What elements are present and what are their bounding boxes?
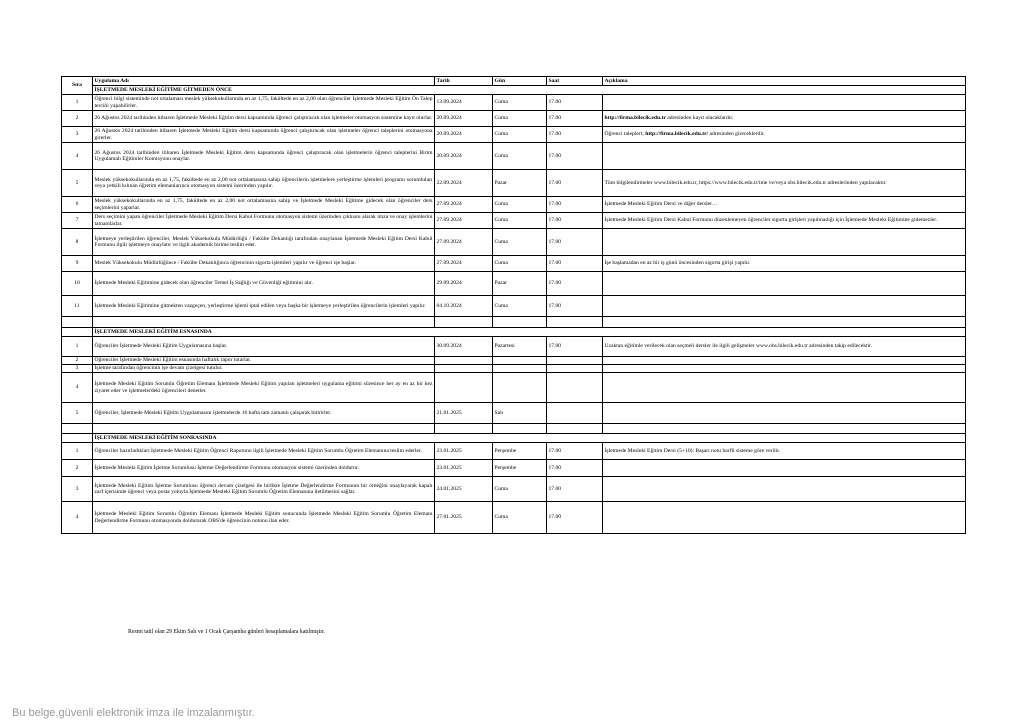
row-application: Meslek yüksekokullarında en az 1,75, fakültede en az 2,00 not ortalamasına sahip öğrencilerin işletmelere yerleştirme işlemleri programı sorumluları veya yetkili kılınan öğretim elemanlarınca otomasyon sistemi üzerinden yapılır.: [93, 170, 435, 197]
row-day: Cuma: [493, 296, 547, 317]
row-note: [603, 111, 966, 127]
row-number: 4: [62, 373, 93, 403]
row-application: İşletmede Mesleki Eğitim Sorumlu Öğretim Elemanı İşletmede Mesleki Eğitim sonucunda İşletmede Mesleki Eğitim Sorumlu Öğretim Elemanı Değerlendirme Formunu otomasyonda doldurarak OBS'de öğrencinin notunu ilan eder.: [93, 502, 435, 534]
row-date: 21.01.2025: [435, 403, 493, 424]
row-time: [547, 403, 603, 424]
table-row: [62, 365, 966, 373]
row-application: İşletmede Mesleki Eğitim İşletme Sorumlusu öğrenci devam çizelgesi ile birlikte İşletme Değerlendirme Formunun bir örneğini onaylayarak kapalı zarf içerisinde öğrenci veya posta yoluyla İşletmede Mesleki Eğitim Sorumlu Öğretim Elemanına iletilmesini sağlar.: [93, 477, 435, 502]
row-day: Cuma: [493, 127, 547, 143]
row-day: Salı: [493, 403, 547, 424]
table-row: [62, 357, 966, 365]
row-application: 26 Ağustos 2024 tarihinden itibaren İşletmede Mesleki Eğitim dersi kapsamında öğrenci çalıştıracak olan işletmeler öğrenci taleplerini otomasyona girerler.: [94, 128, 433, 141]
row-application: Ders seçimini yapan öğrenciler İşletmede Mesleki Eğitim Dersi Kabul Formunu otomasyon sistemi üzerinden çıktısını alarak imza ve onay işlemlerini tamamlarlar.: [94, 214, 433, 227]
row-date: 27.09.2024: [435, 197, 493, 213]
spacer-cell: [493, 317, 547, 328]
row-number: 8: [62, 229, 93, 256]
e-signature-notice: Bu belge,güvenli elektronik imza ile imzalanmıştır.: [12, 707, 255, 719]
row-number: 3: [62, 477, 93, 502]
row-day: Perşembe: [493, 460, 547, 477]
row-date: 20.09.2024: [435, 143, 493, 170]
row-time: 17.00: [547, 111, 603, 127]
row-application: Öğrenciler İşletmede Mesleki Eğitim Uygulamasına başlar.: [93, 337, 435, 357]
row-application: İşletmede Mesleki Eğitimine gidecek olan öğrenciler Temel İş Sağlığı ve Güvenliği eğitimini alır.: [93, 272, 435, 296]
row-application: Öğrenciler hazırladıkları İşletmede Mesleki Eğitim Öğrenci Raporunu ilgili İşletmede Mesleki Eğitim Sorumlu Öğretim Elemanına teslim ederler.: [93, 443, 435, 460]
row-note: [603, 213, 966, 229]
row-time: 17.00: [547, 127, 603, 143]
row-note: [603, 477, 966, 502]
spacer-cell: [62, 317, 93, 328]
row-note: [603, 143, 966, 170]
row-day: Cuma: [493, 111, 547, 127]
row-number: 2: [62, 111, 93, 127]
row-day: [493, 357, 547, 365]
row-number: 3: [62, 365, 93, 373]
row-day: [493, 365, 547, 373]
row-note: [603, 403, 966, 424]
spacer-cell: [93, 424, 435, 434]
header-sira: Sıra: [62, 77, 93, 95]
section-title: İŞLETMEDE MESLEKİ EĞİTİME GİTMEDEN ÖNCE: [93, 86, 966, 95]
row-date: [435, 373, 493, 403]
row-day: Perşembe: [493, 443, 547, 460]
row-time: 17.00: [547, 95, 603, 111]
row-date: 27.09.2024: [435, 213, 493, 229]
row-note: [603, 337, 966, 357]
spacer-row: [62, 424, 966, 434]
row-date: 20.09.2024: [435, 127, 493, 143]
row-note: [603, 197, 966, 213]
row-number: 2: [62, 460, 93, 477]
row-number: 11: [62, 296, 93, 317]
row-number: 5: [62, 403, 93, 424]
row-note: [603, 365, 966, 373]
table-row: [62, 403, 966, 424]
row-day: Cuma: [493, 95, 547, 111]
row-number: 3: [62, 127, 93, 143]
row-application: İşletmede Mesleki Eğitim Sorumlu Öğretim Elemanı İşletmede Mesleki Eğitim yapılan işletmeleri uygulama eğitimi süresince her ay en az bir kez ziyaret eder ve işletmelerdeki öğrencileri denetler.: [93, 373, 435, 403]
row-application: İşletmeye yerleştirilen öğrenciler, Meslek Yüksekokulu Müdürlüğü / Fakülte Dekanlığı tarafından onaylanan İşletmede Mesleki Eğitim Dersi Kabul Formunu ilgili işletmeye onaylatır ve ilgili akademik birime teslim eder.: [93, 229, 435, 256]
row-time: 17.00: [547, 256, 603, 272]
row-date: 27.09.2024: [435, 229, 493, 256]
header-uygulama: Uygulama Adı: [93, 77, 435, 86]
row-note: [603, 229, 966, 256]
row-note: [603, 272, 966, 296]
table-row: [62, 197, 966, 213]
row-day: Pazartesi: [493, 337, 547, 357]
table-row: [62, 502, 966, 534]
row-time: [547, 357, 603, 365]
row-time: 17.00: [547, 477, 603, 502]
row-note-url: http://firma.bilecik.edu.tr/: [645, 131, 709, 138]
row-day: Cuma: [493, 143, 547, 170]
row-time: 17.00: [547, 502, 603, 534]
footnote: Resmi tatil olan 29 Ekim Salı ve 1 Ocak Çarşamba günleri hesaplamalara katılmıştır.: [128, 629, 325, 635]
row-time: 17.00: [547, 443, 603, 460]
row-application: Öğrenciler İşletmede Mesleki Eğitim esnasında haftalık rapor tutarlar.: [93, 357, 435, 365]
table-row: [62, 229, 966, 256]
spacer-cell: [603, 424, 966, 434]
row-note: [603, 357, 966, 365]
row-date: 29.09.2024: [435, 272, 493, 296]
spacer-row: [62, 317, 966, 328]
row-note: [603, 170, 966, 197]
row-time: 17.00: [547, 460, 603, 477]
row-number: 4: [62, 143, 93, 170]
table-row: [62, 256, 966, 272]
row-day: Cuma: [493, 256, 547, 272]
header-tarih: Tarih: [435, 77, 493, 86]
schedule-body: [62, 95, 966, 534]
row-application: 26 Ağustos 2024 tarihinden itibaren İşletmede Mesleki Eğitim dersi kapsamında öğrenci çalıştıracak olan işletmelerin öğrenci taleplerini Birim Uygulamalı Eğitimler Komisyonu onaylar.: [93, 143, 435, 170]
row-note-text: Uzaktan eğitimle verilecek olan seçmeli dersler ile ilgili gelişmeler www.obs.bilecik.edu.tr adresinden takip edilecektir.: [604, 343, 873, 350]
row-note-text: Öğrenci talepleri;: [604, 131, 646, 138]
header-aciklama: Açıklama: [603, 77, 966, 86]
table-row: [62, 373, 966, 403]
section-sira-cell: [62, 434, 93, 443]
spacer-cell: [62, 424, 93, 434]
row-note-tail: adresinden kayıt olacaklardır.: [665, 115, 734, 122]
section-row: [62, 434, 966, 443]
spacer-cell: [493, 424, 547, 434]
row-number: 1: [62, 337, 93, 357]
row-time: 17.00: [547, 229, 603, 256]
section-title: İŞLETMEDE MESLEKİ EĞİTİM ESNASINDA: [93, 328, 966, 337]
row-day: Pazar: [493, 272, 547, 296]
row-note-text: İşletmede Mesleki Eğitim Dersi Kabul Formunu düzenlemeyen öğrenciler sigorta girişleri yapılmadığı için İşletmede Mesleki Eğitimine gidemezler.: [604, 217, 938, 224]
row-date: 30.09.2024: [435, 337, 493, 357]
spacer-cell: [435, 424, 493, 434]
row-date: 24.01.2025: [435, 477, 493, 502]
row-time: 17.00: [547, 170, 603, 197]
table-row: [62, 477, 966, 502]
row-application: İşletme tarafından öğrencinin işe devam çizelgesi tutulur.: [93, 365, 435, 373]
row-application: Meslek yüksekokullarında en az 1,75, fakültede en az 2,00 not ortalamasına sahip ve İşletmede Mesleki Eğitime gidecek olan öğrenciler ders seçimlerini yaparlar.: [94, 198, 433, 211]
row-note-text: İşe başlamadan en az bir iş günü öncesinden sigorta girişi yapılır.: [604, 260, 751, 267]
row-day: Cuma: [493, 477, 547, 502]
row-application: Öğrenciler, İşletmede Mesleki Eğitim Uygulamasını işletmelerde 16 hafta tam zamanlı çalışarak bitirirler.: [93, 403, 435, 424]
spacer-cell: [547, 317, 603, 328]
row-day: [493, 373, 547, 403]
row-time: 17.00: [547, 197, 603, 213]
row-application: İşletmede Mesleki Eğitimine gitmekten vazgeçen, yerleştirme işlemi iptal edilen veya başka bir işletmeye yerleştirilen öğrencilerin işlemleri yapılır.: [93, 296, 435, 317]
section-row: [62, 328, 966, 337]
row-day: Cuma: [493, 197, 547, 213]
section-title: İŞLETMEDE MESLEKİ EĞİTİM SONRASINDA: [93, 434, 966, 443]
row-date: 23.01.2025: [435, 443, 493, 460]
row-time: 17.00: [547, 296, 603, 317]
row-note-tail: adresinden gireceklerdir.: [708, 131, 765, 138]
row-date: 22.09.2024: [435, 170, 493, 197]
row-note-text: İşletmede Mesleki Eğitim Dersi ve diğer dersler…: [604, 201, 718, 208]
spacer-cell: [93, 317, 435, 328]
row-time: 17.00: [547, 337, 603, 357]
header-saat: Saat: [547, 77, 603, 86]
row-note: [603, 127, 966, 143]
row-application: Öğrenci bilgi sisteminde not ortalaması meslek yüksekokullarında en az 1,75, fakültede en az 2,00 olan öğrenciler İşletmede Mesleki Eğitim Ön Talep tercihi yapabilirler.: [94, 96, 433, 109]
row-application: 26 Ağustos 2024 tarihinden itibaren İşletmede Mesleki Eğitim dersi kapsamında öğrenci çalıştıracak olan işletmeler otomasyon sistemine kayıt olurlar.: [93, 111, 435, 127]
row-note: [603, 95, 966, 111]
row-number: 10: [62, 272, 93, 296]
section-sira-cell: [62, 328, 93, 337]
table-row: [62, 111, 966, 127]
row-date: 23.01.2025: [435, 460, 493, 477]
row-date: 13.09.2024: [435, 95, 493, 111]
row-number: 2: [62, 357, 93, 365]
table-row: [62, 95, 966, 111]
spacer-cell: [547, 424, 603, 434]
row-date: 27.01.2025: [435, 502, 493, 534]
table-row: [62, 460, 966, 477]
row-note: [603, 296, 966, 317]
table-row: [62, 143, 966, 170]
spacer-cell: [435, 317, 493, 328]
row-note: [603, 443, 966, 460]
row-note-url: http://firma.bilecik.edu.tr: [604, 115, 666, 122]
row-time: [547, 373, 603, 403]
header-gun: Gün: [493, 77, 547, 86]
row-note-text: Tüm bilgilendirmeler www.bilecik.edu.tr, https://www.bilecik.edu.tr/ime ve/veya obs.bilecik.edu.tr adreslerinden yapılacaktır.: [604, 179, 887, 186]
table-row: [62, 443, 966, 460]
row-time: 17.00: [547, 213, 603, 229]
row-note: [603, 502, 966, 534]
row-number: 1: [62, 443, 93, 460]
row-time: 17.00: [547, 272, 603, 296]
row-number: 1: [62, 95, 93, 111]
row-date: [435, 357, 493, 365]
row-note: [603, 373, 966, 403]
row-date: 04.10.2024: [435, 296, 493, 317]
row-application: İşletmede Mesleki Eğitim İşletme Sorumlusu İşletme Değerlendirme Formunu otomasyon sistemi üzerinden doldurur.: [93, 460, 435, 477]
row-date: [435, 365, 493, 373]
table-row: [62, 213, 966, 229]
row-number: 5: [62, 170, 93, 197]
table-row: [62, 272, 966, 296]
table-row: [62, 296, 966, 317]
row-number: 9: [62, 256, 93, 272]
row-note: [603, 460, 966, 477]
row-note: [603, 256, 966, 272]
spacer-cell: [603, 317, 966, 328]
row-day: Cuma: [493, 502, 547, 534]
table-row: [62, 170, 966, 197]
row-number: 4: [62, 502, 93, 534]
table-row: [62, 337, 966, 357]
row-day: Pazar: [493, 170, 547, 197]
row-time: [547, 365, 603, 373]
row-date: 20.09.2024: [435, 111, 493, 127]
row-application: Meslek Yüksekokulu Müdürlüğünce / Fakülte Dekanlığınca öğrencinin sigorta işlemleri yapılır ve öğrenci işe başlar.: [93, 256, 435, 272]
schedule-table: [61, 76, 966, 534]
row-time: 17.00: [547, 143, 603, 170]
table-row: [62, 127, 966, 143]
row-note-text: İşletmede Mesleki Eğitim Dersi (5+10): Başarı notu harfli sisteme göre verilir.: [604, 447, 781, 454]
row-date: 27.09.2024: [435, 256, 493, 272]
header-row: [62, 77, 966, 86]
row-number: 6: [62, 197, 93, 213]
row-number: 7: [62, 213, 93, 229]
section-row: [62, 86, 966, 95]
row-day: Cuma: [493, 229, 547, 256]
row-day: Cuma: [493, 213, 547, 229]
